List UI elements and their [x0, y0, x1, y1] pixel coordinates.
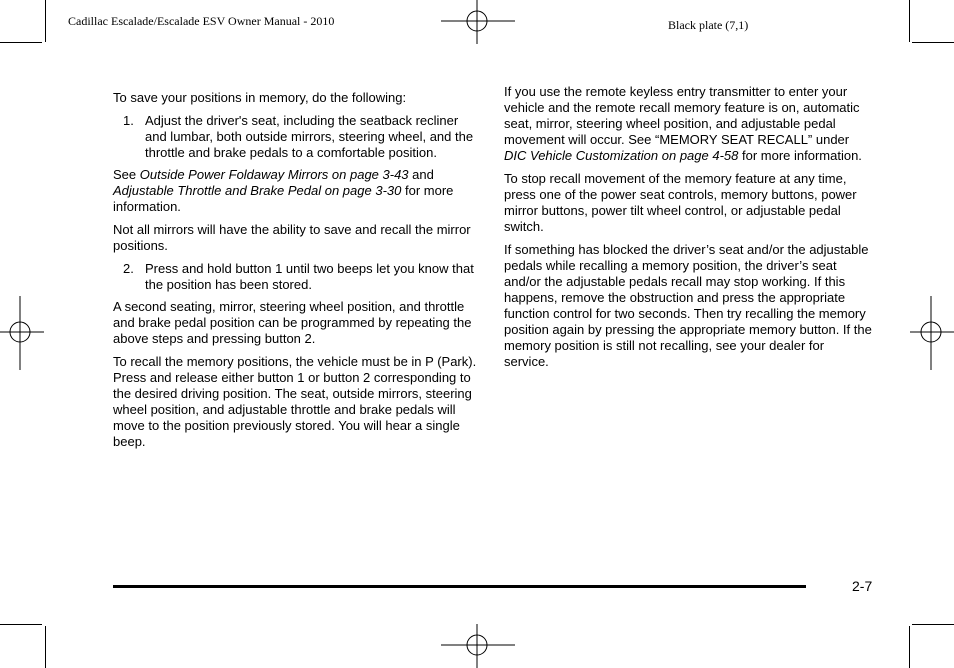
note-paragraph: Not all mirrors will have the ability to save and recall the mirror positions.	[113, 222, 471, 253]
intro-paragraph: To save your positions in memory, do the following:	[113, 90, 407, 105]
registration-mark-icon	[910, 296, 954, 370]
see-text: See	[113, 167, 140, 182]
cross-reference-link[interactable]: Outside Power Foldaway Mirrors on page 3-43	[139, 167, 409, 182]
registration-mark-icon	[441, 624, 515, 668]
list-number: 2.	[123, 261, 134, 276]
plate-label: Black plate (7,1)	[668, 18, 749, 32]
stop-paragraph: To stop recall movement of the memory feature at any time, press one of the power seat controls, memory buttons, power mirror buttons, power tilt wheel control, or adjustable pedal switch.	[504, 171, 857, 234]
recall-paragraph: To recall the memory positions, the vehicle must be in P (Park). Press and release either button 1 or button 2 corresponding to the desired driving position. The seat, outside mirrors, steering wheel position, and adjustable throttle and brake pedals will move to the position previously stored. You will hear a single beep.	[113, 354, 477, 449]
crop-mark	[909, 0, 910, 42]
registration-mark-icon	[0, 296, 44, 370]
see-reference	[113, 167, 477, 215]
left-column	[113, 90, 477, 457]
manual-title: Cadillac Escalade/Escalade ESV Owner Manual - 2010	[68, 14, 335, 28]
cross-reference-link[interactable]: DIC Vehicle Customization on page 4-58	[504, 148, 739, 163]
keyless-text: If you use the remote keyless entry transmitter to enter your vehicle and the remote recall memory feature is on, automatic seat, mirror, steering wheel position, and adjustable pedal movement will occur. See “MEMORY SEAT RECALL” under	[504, 84, 860, 147]
footer-rule	[113, 585, 806, 588]
crop-mark	[912, 42, 954, 43]
crop-mark	[909, 626, 910, 668]
keyless-tail: for more information.	[738, 148, 862, 163]
see-text: and	[408, 167, 434, 182]
crop-mark	[0, 42, 42, 43]
see-text: for more information.	[113, 183, 454, 214]
keyless-paragraph	[504, 84, 872, 164]
crop-mark	[45, 0, 46, 42]
list-item	[113, 113, 477, 161]
blocked-paragraph: If something has blocked the driver’s seat and/or the adjustable pedals while recalling a memory position, the driver’s seat and/or the adjustable pedals recall may stop working. If this happens, remove the obstruction and press the appropriate function control for two seconds. Then try recalling the memory position again by pressing the appropriate memory button. If the memory position is still not recalling, see your dealer for service.	[504, 242, 872, 369]
crop-mark	[912, 624, 954, 625]
registration-mark-icon	[441, 0, 515, 44]
crop-mark	[0, 624, 42, 625]
list-item-text: Adjust the driver's seat, including the seatback recliner and lumbar, both outside mirrors, steering wheel, and the throttle and brake pedals to a comfortable position.	[145, 113, 474, 160]
crop-mark	[45, 626, 46, 668]
second-position-paragraph: A second seating, mirror, steering wheel position, and throttle and brake pedal position can be programmed by repeating the above steps and pressing button 2.	[113, 299, 472, 346]
cross-reference-link[interactable]: Adjustable Throttle and Brake Pedal on page 3-30	[113, 183, 402, 198]
right-column	[504, 84, 872, 377]
page-number: 2-7	[852, 578, 873, 594]
list-item	[113, 261, 477, 293]
list-item-text: Press and hold button 1 until two beeps let you know that the position has been stored.	[145, 261, 474, 292]
list-number: 1.	[123, 113, 134, 128]
